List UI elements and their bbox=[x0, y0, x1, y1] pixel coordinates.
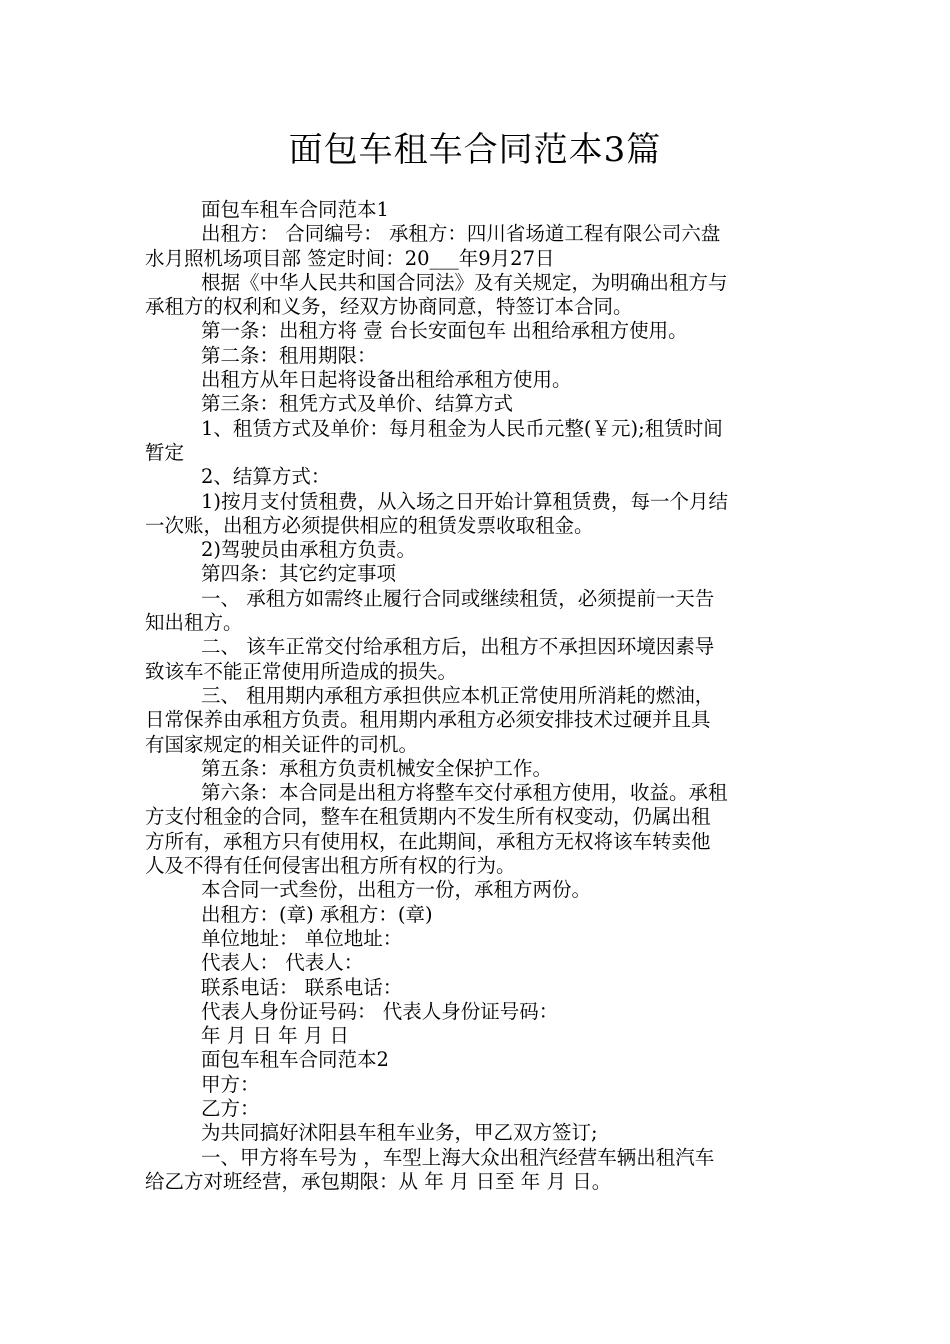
text-line: 甲方： bbox=[201, 1072, 260, 1096]
text-line: 人及不得有任何侵害出租方所有权的行为。 bbox=[145, 854, 516, 878]
text-line: 2、结算方式： bbox=[201, 465, 331, 489]
text-line: 一、 承租方如需终止履行合同或继续租赁，必须提前一天告 bbox=[201, 586, 715, 610]
text-line: 水月照机场项目部 签定时间：20___年9月27日 bbox=[145, 246, 555, 270]
text-line: 代表人： 代表人： bbox=[201, 951, 364, 975]
text-line: 致该车不能正常使用所造成的损失。 bbox=[145, 659, 458, 683]
text-line: 第一条：出租方将 壹 台长安面包车 出租给承租方使用。 bbox=[201, 319, 688, 343]
text-line: 第二条：租用期限： bbox=[201, 343, 377, 367]
text-line: 出租方： 合同编号： 承租方：四川省场道工程有限公司六盘 bbox=[201, 222, 721, 246]
text-line: 面包车租车合同范本2 bbox=[201, 1048, 389, 1072]
text-line: 第五条：承租方负责机械安全保护工作。 bbox=[201, 756, 553, 780]
text-line: 有国家规定的相关证件的司机。 bbox=[145, 732, 419, 756]
text-line: 乙方： bbox=[201, 1096, 260, 1120]
text-line: 知出租方。 bbox=[145, 611, 243, 635]
text-line: 根据《中华人民共和国合同法》及有关规定，为明确出租方与 bbox=[201, 270, 728, 294]
text-line: 1)按月支付赁租费，从入场之日开始计算租赁费，每一个月结 bbox=[201, 489, 729, 513]
text-line: 代表人身份证号码： 代表人身份证号码： bbox=[201, 999, 559, 1023]
text-line: 暂定 bbox=[145, 440, 185, 464]
text-line: 二、 该车正常交付给承租方后，出租方不承担因环境因素导 bbox=[201, 635, 715, 659]
text-line: 年 月 日 年 月 日 bbox=[201, 1024, 349, 1048]
page-title: 面包车租车合同范本3篇 bbox=[288, 130, 662, 170]
text-line: 给乙方对班经营，承包期限：从 年 月 日至 年 月 日。 bbox=[145, 1169, 612, 1193]
text-line: 第三条：租凭方式及单价、结算方式 bbox=[201, 392, 514, 416]
text-line: 面包车租车合同范本1 bbox=[201, 198, 389, 221]
text-line: 承租方的权利和义务，经双方协商同意，特签订本合同。 bbox=[145, 295, 633, 319]
text-line: 方所有，承租方只有使用权，在此期间，承租方无权将该车转卖他 bbox=[145, 829, 711, 853]
text-line: 出租方从年日起将设备出租给承租方使用。 bbox=[201, 368, 572, 392]
text-line: 一次账，出租方必须提供相应的租赁发票收取租金。 bbox=[145, 513, 594, 537]
text-line: 第四条：其它约定事项 bbox=[201, 562, 397, 586]
text-line: 出租方：(章) 承租方：(章) bbox=[201, 902, 433, 926]
text-line: 本合同一式叁份，出租方一份，承租方两份。 bbox=[201, 878, 592, 902]
text-line: 一、甲方将车号为 ，车型上海大众出租汽经营车辆出租汽车 bbox=[201, 1145, 715, 1169]
text-line: 1、租赁方式及单价：每月租金为人民币元整(￥元);租赁时间 bbox=[201, 416, 723, 440]
text-line: 联系电话： 联系电话： bbox=[201, 975, 403, 999]
text-line: 三、 租用期内承租方承担供应本机正常使用所消耗的燃油， bbox=[201, 683, 715, 707]
text-line: 第六条：本合同是出租方将整车交付承租方使用，收益。承租 bbox=[201, 781, 728, 805]
text-line: 2)驾驶员由承租方负责。 bbox=[201, 538, 417, 562]
text-line: 方支付租金的合同，整车在租赁期内不发生所有权变动，仍属出租 bbox=[145, 805, 711, 829]
document-body bbox=[145, 198, 807, 1194]
text-line: 日常保养由承租方负责。租用期内承租方必须安排技术过硬并且具 bbox=[145, 708, 711, 732]
text-line: 单位地址： 单位地址： bbox=[201, 926, 403, 950]
text-line: 为共同搞好沭阳县车租车业务，甲乙双方签订; bbox=[201, 1121, 598, 1145]
